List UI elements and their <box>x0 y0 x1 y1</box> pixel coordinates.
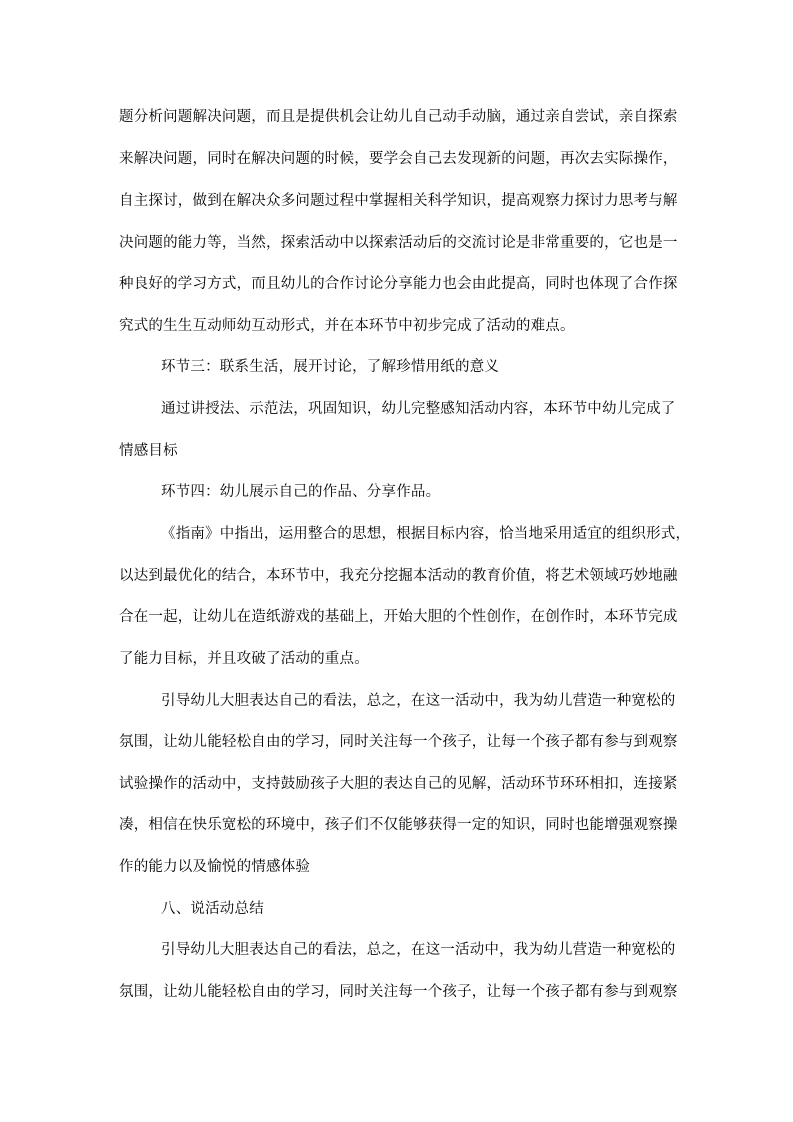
section-heading: 八、说活动总结 <box>161 901 264 917</box>
body-text-line: 氛围，让幼儿能轻松自由的学习，同时关注每一个孩子，让每一个孩子都有参与到观察 <box>119 734 678 750</box>
body-text-line: 引导幼儿大胆表达自己的看法，总之，在这一活动中，我为幼儿营造一种宽松的 <box>161 693 676 709</box>
body-text-line: 凑，相信在快乐宽松的环境中，孩子们不仅能够获得一定的知识，同时也能增强观察操 <box>119 817 678 833</box>
section-heading: 环节四：幼儿展示自己的作品、分享作品。 <box>161 484 441 500</box>
body-text-line: 通过讲授法、示范法，巩固知识，幼儿完整感知活动内容，本环节中幼儿完成了 <box>161 401 676 417</box>
body-text-line: 以达到最优化的结合，本环节中，我充分挖掘本活动的教育价值，将艺术领域巧妙地融 <box>119 568 678 584</box>
body-text-line: 合在一起，让幼儿在造纸游戏的基础上，开始大胆的个性创作，在创作时，本环节完成 <box>119 609 678 625</box>
section-heading: 环节三：联系生活，展开讨论，了解珍惜用纸的意义 <box>161 359 500 375</box>
body-text-line: 试验操作的活动中，支持鼓励孩子大胆的表达自己的见解，活动环节环环相扣，连接紧 <box>119 776 678 792</box>
body-text-line: 氛围，让幼儿能轻松自由的学习，同时关注每一个孩子，让每一个孩子都有参与到观察 <box>119 984 678 1000</box>
body-text-line: 究式的生生互动师幼互动形式，并在本环节中初步完成了活动的难点。 <box>119 318 575 334</box>
body-text-line: 《指南》中指出，运用整合的思想，根据目标内容，恰当地采用适宜的组织形式， <box>161 526 691 542</box>
body-text-line: 自主探讨，做到在解决众多问题过程中掌握相关科学知识，提高观察力探讨力思考与解 <box>119 193 678 209</box>
body-text-line: 决问题的能力等，当然，探索活动中以探索活动后的交流讨论是非常重要的，它也是一 <box>119 235 678 251</box>
body-text-line: 作的能力以及愉悦的情感体验 <box>119 859 311 875</box>
body-text-line: 来解决问题，同时在解决问题的时候，要学会自己去发现新的问题，再次去实际操作， <box>119 151 678 167</box>
body-text-line: 情感目标 <box>119 443 178 459</box>
body-text-line: 引导幼儿大胆表达自己的看法，总之，在这一活动中，我为幼儿营造一种宽松的 <box>161 942 676 958</box>
body-text-line: 题分析问题解决问题，而且是提供机会让幼儿自己动手动脑，通过亲自尝试，亲自探索 <box>119 109 678 125</box>
body-text-line: 了能力目标，并且攻破了活动的重点。 <box>119 651 369 667</box>
body-text-line: 种良好的学习方式，而且幼儿的合作讨论分享能力也会由此提高，同时也体现了合作探 <box>119 276 678 292</box>
